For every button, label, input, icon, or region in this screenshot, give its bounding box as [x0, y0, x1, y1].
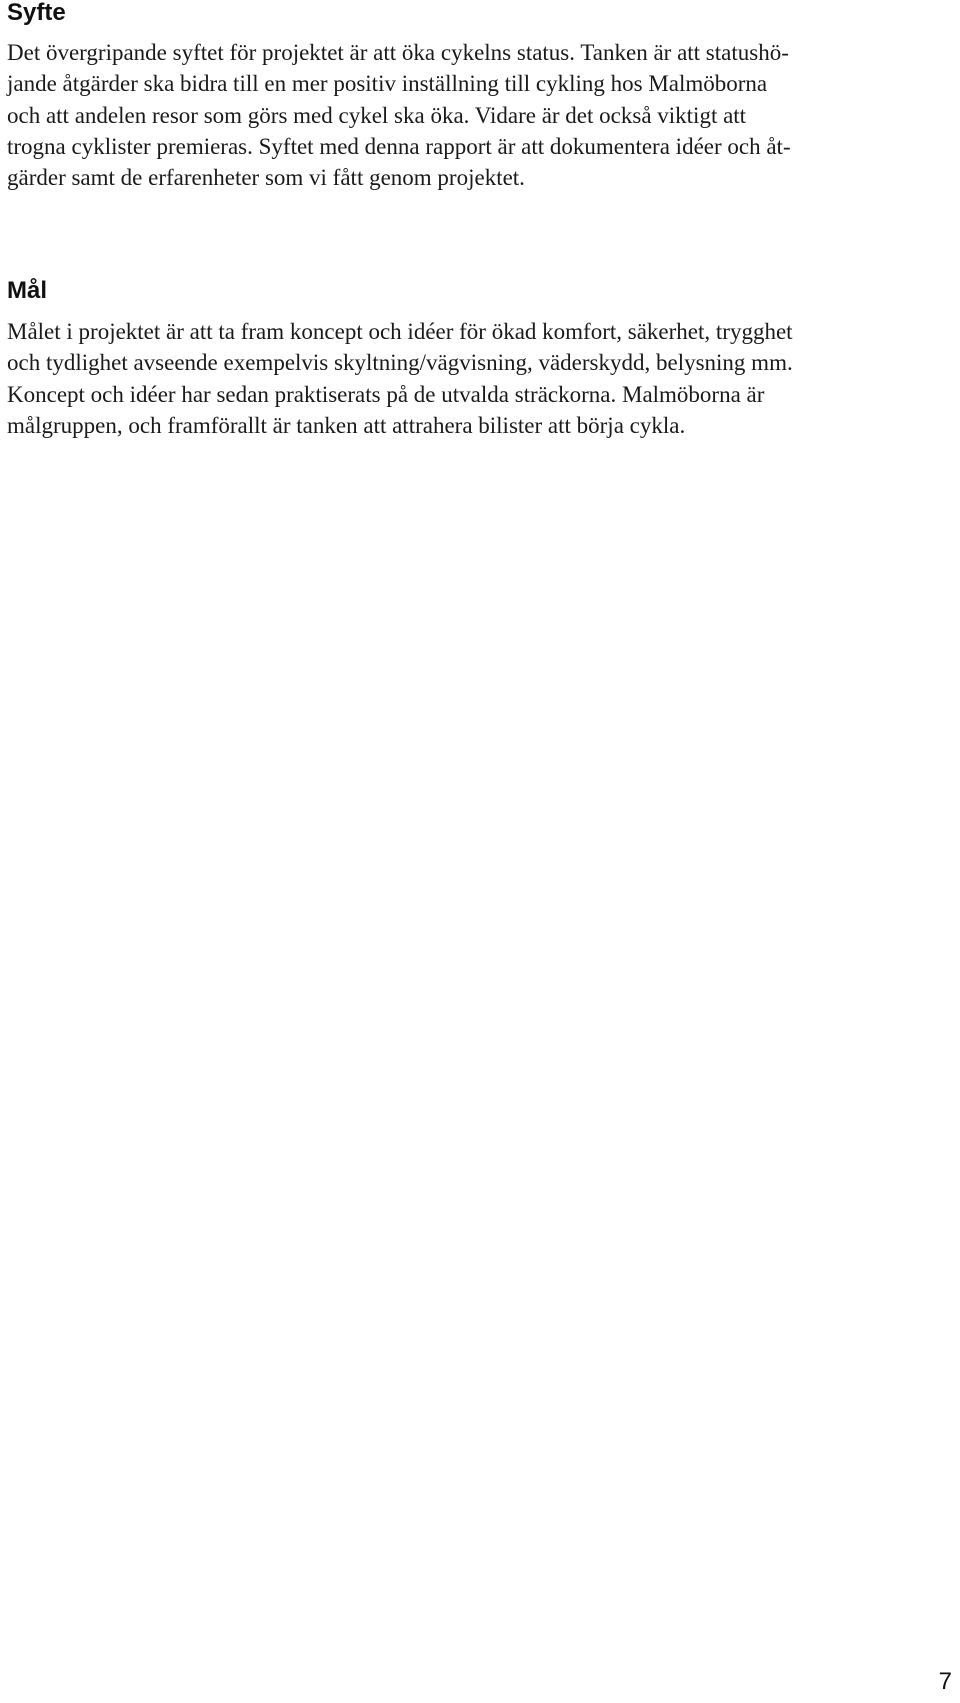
paragraph-line: Målet i projektet är att ta fram koncept och idéer för ökad komfort, säkerhet, trygghet: [7, 319, 793, 344]
paragraph-line: och att andelen resor som görs med cykel ska öka. Vidare är det också viktigt att: [7, 102, 747, 128]
paragraph-line: Det övergripande syftet för projektet är att öka cykelns status. Tanken är att statushö-: [7, 40, 789, 65]
section-paragraph-syfte: [7, 37, 791, 193]
section-heading-mal: Mål: [7, 277, 48, 304]
paragraph-line: Koncept och idéer har sedan praktiserats på de utvalda sträckorna. Malmöborna är: [7, 381, 765, 407]
section-heading-syfte: Syfte: [7, 0, 66, 26]
paragraph-line: och tydlighet avseende exempelvis skyltning/vägvisning, väderskydd, belysning mm.: [7, 350, 793, 376]
page-number: 7: [938, 1668, 952, 1695]
paragraph-line: jande åtgärder ska bidra till en mer positiv inställning till cykling hos Malmöborna: [7, 71, 768, 97]
paragraph-line: målgruppen, och framförallt är tanken att attrahera bilister att börja cykla.: [7, 412, 686, 438]
paragraph-line: gärder samt de erfarenheter som vi fått genom projektet.: [7, 165, 525, 191]
section-paragraph-mal: [7, 316, 793, 441]
paragraph-line: trogna cyklister premieras. Syftet med denna rapport är att dokumentera idéer och åt-: [7, 133, 791, 159]
